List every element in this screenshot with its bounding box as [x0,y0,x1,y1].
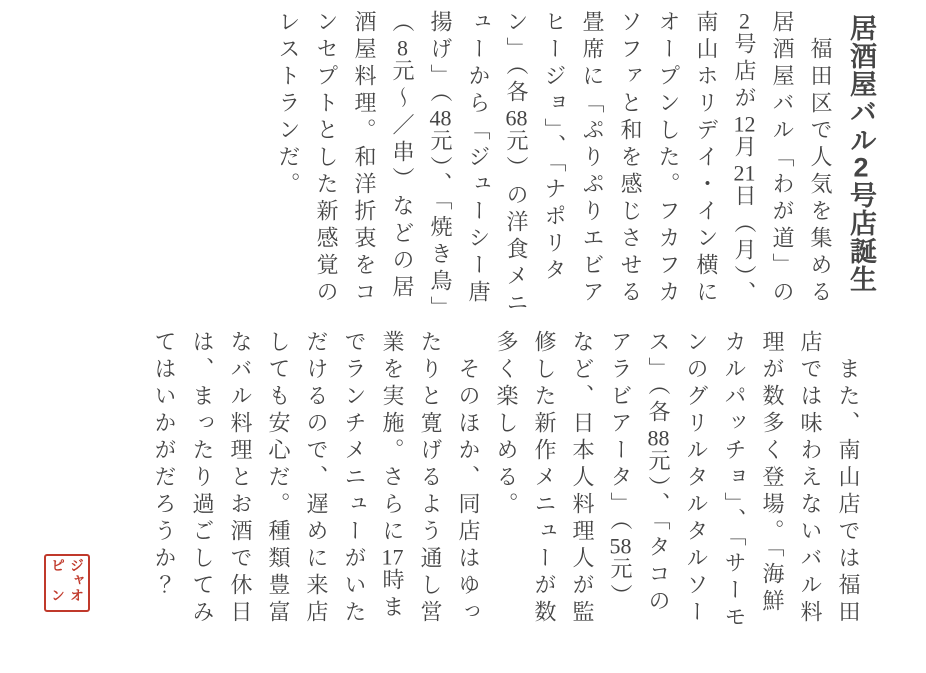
publisher-seal [44,554,90,612]
seal-line-1: ジャピ [50,558,85,588]
seal-line-2: オン [50,588,85,603]
publisher-seal-text [48,558,86,608]
article-title: 居酒屋バル2号店誕生 [846,14,876,293]
article-lead-text: 福田区で人気を集める居酒屋バル「わが道」の2号店が12月21日（月）、南山ホリデイ・イン横にオープンした。フカフカソファと和を感じさせる畳席に「ぷりぷりエビアヒージョ」、「ナポリタン」（各68元）の洋食メニューから「ジューシー唐揚げ」（48元）、「焼き鳥」（8元～／串）などの居酒屋料理。和洋折衷をコンセプトとした新感覚のレストランだ。 [276,10,833,318]
article-body-text: また、南山店では福田店では味わえないバル料理が数多く登場。「海鮮カルパッチョ」、「サーモンのグリルタルタルソース」（各88元）、「タコのアラビアータ」（58元）など、日本人料理人が監修した新作メニューが数多く楽しめる。 そのほか、同店はゆったりと寛げるよう通し営業を実施。さらに17時までランチメニューがいただけるので、遅めに来店しても安心だ。種類豊富なバル料理とお酒で休日は、まったり過ごしてみてはいかがだろうか？ [152,330,861,632]
